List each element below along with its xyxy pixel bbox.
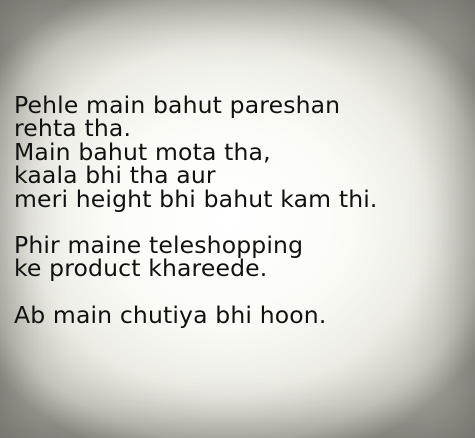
stanza-3 — [14, 300, 469, 329]
text-line: kaala bhi tha aur — [14, 161, 216, 190]
text-line: Pehle main bahut pareshan — [14, 91, 341, 119]
text-line: ke product khareede. — [14, 254, 268, 283]
stanza-2 — [14, 231, 469, 283]
text-line: rehta tha. — [14, 114, 132, 143]
text-line: Ab main chutiya bhi hoon. — [14, 300, 327, 329]
text-line: Phir maine teleshopping — [14, 231, 304, 260]
stanza-1 — [14, 91, 469, 213]
text-line: meri height bhi bahut kam thi. — [14, 184, 378, 213]
joke-text — [14, 91, 469, 329]
text-line: Main bahut mota tha, — [14, 137, 271, 166]
